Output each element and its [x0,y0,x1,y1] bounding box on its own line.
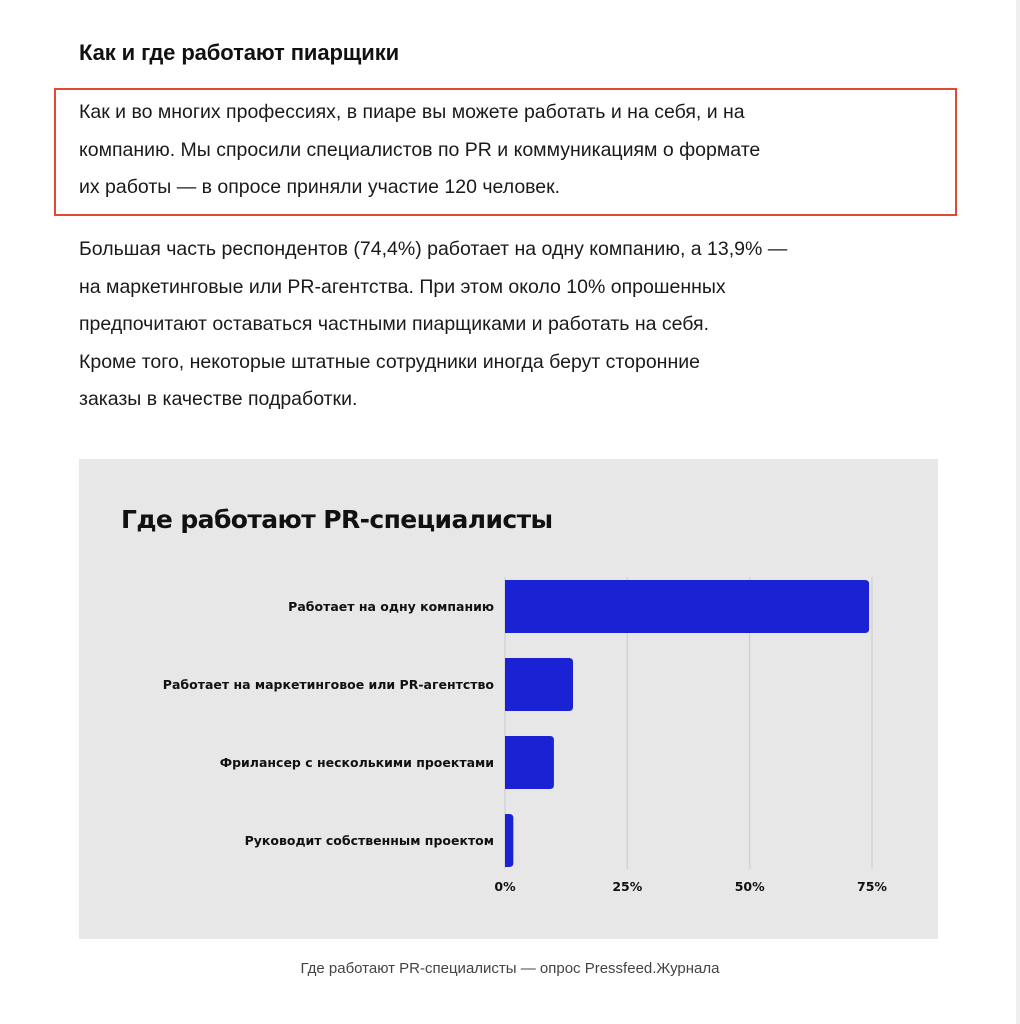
bar [505,658,573,711]
category-label: Руководит собственным проектом [244,833,494,848]
text-line: Большая часть респондентов (74,4%) работает на одну компанию, а 13,9% — [79,238,788,260]
text-line: на маркетинговые или PR-агентства. При этом около 10% опрошенных [79,275,726,298]
bar [505,736,554,789]
category-label: Работает на маркетинговое или PR-агентство [162,677,494,692]
intro-paragraph [79,94,949,207]
page-scrollbar[interactable] [1016,0,1020,1024]
text-line: Кроме того, некоторые штатные сотрудники иногда берут сторонние [79,350,700,373]
x-tick-label: 75% [857,879,887,894]
chart-figure [79,459,938,939]
x-tick-label: 25% [612,879,643,894]
category-label: Фрилансер с несколькими проектами [219,755,494,770]
bar [505,814,513,867]
text-line: заказы в качестве подработки. [79,388,358,410]
text-line: компанию. Мы спросили специалистов по PR и коммуникациям о формате [79,138,761,161]
text-line: Как и во многих профессиях, в пиаре вы можете работать и на себя, и на [79,101,745,123]
text-line: предпочитают оставаться частными пиарщиками и работать на себя. [79,313,709,335]
category-label: Работает на одну компанию [288,599,494,614]
x-tick-label: 0% [494,879,516,894]
x-tick-label: 50% [734,879,765,894]
section-heading: Как и где работают пиарщики [79,40,400,65]
figure-caption: Где работают PR-специалисты — опрос Pressfeed.Журнала [300,960,720,977]
bar-chart [79,459,938,939]
text-line: их работы — в опросе приняли участие 120 человек. [79,176,561,198]
bar [505,580,869,633]
stats-paragraph [79,231,959,419]
chart-title: Где работают PR-специалисты [121,505,553,534]
